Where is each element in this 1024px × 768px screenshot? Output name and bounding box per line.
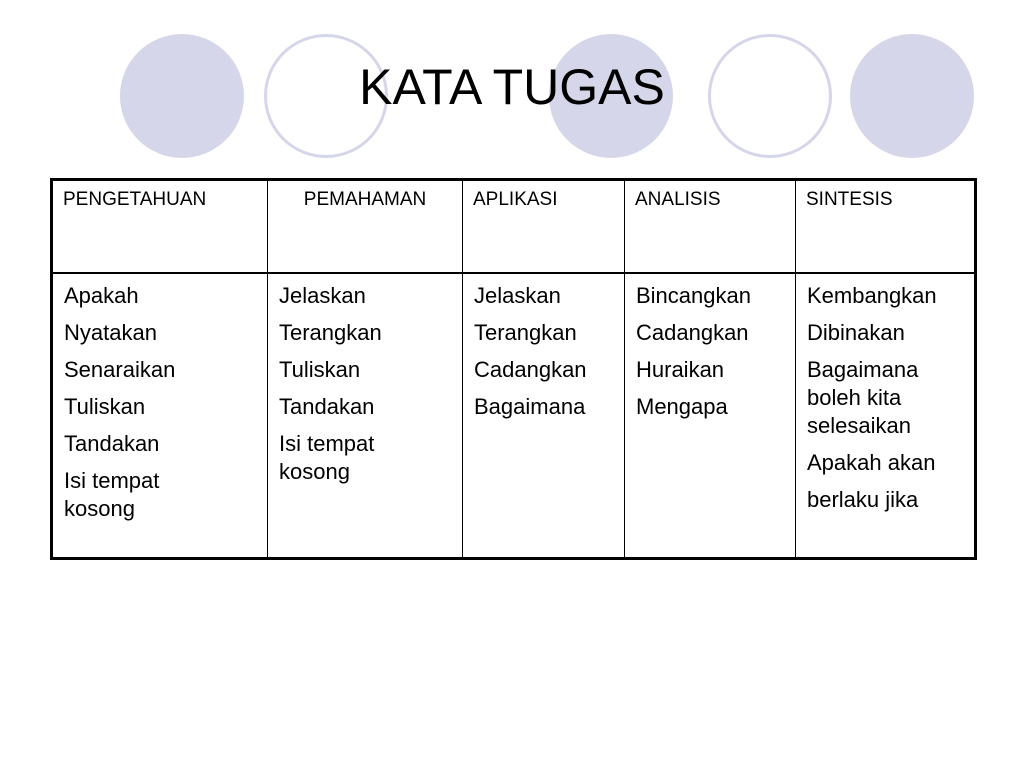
list-item: Mengapa	[636, 393, 728, 419]
list-item: Apakah	[64, 282, 139, 308]
kata-tugas-table	[50, 178, 977, 560]
list-item: Kembangkan	[807, 282, 937, 308]
header-pemahaman: PEMAHAMAN	[268, 180, 463, 273]
table-row	[52, 273, 976, 559]
list-item: Isi tempat kosong	[279, 430, 375, 484]
list-item: Tuliskan	[64, 393, 146, 419]
column-pemahaman	[268, 273, 463, 559]
list-item: Bagaimana	[474, 393, 586, 419]
list-item: Jelaskan	[279, 282, 366, 308]
list-item: Apakah akan	[807, 449, 936, 475]
slide-title: KATA TUGAS	[359, 59, 665, 115]
column-analisis	[625, 273, 796, 559]
header-aplikasi: APLIKASI	[463, 180, 625, 273]
header-analisis: ANALISIS	[625, 180, 796, 273]
list-item: Bagaimana boleh kita selesaikan	[807, 356, 919, 438]
list-item: Senaraikan	[64, 356, 176, 382]
list-item: Tandakan	[279, 393, 375, 419]
list-item: Huraikan	[636, 356, 725, 382]
list-item: Isi tempat kosong	[64, 467, 160, 521]
list-item: Dibinakan	[807, 319, 905, 345]
list-item: Terangkan	[279, 319, 382, 345]
list-item: Jelaskan	[474, 282, 561, 308]
list-item: Bincangkan	[636, 282, 751, 308]
list-item: berlaku jika	[807, 486, 919, 512]
list-item: Cadangkan	[474, 356, 587, 382]
list-item: Cadangkan	[636, 319, 749, 345]
header-sintesis: SINTESIS	[796, 180, 976, 273]
table-header-row	[52, 180, 976, 273]
list-item: Nyatakan	[64, 319, 157, 345]
list-item: Tuliskan	[279, 356, 361, 382]
column-pengetahuan	[52, 273, 268, 559]
list-item: Tandakan	[64, 430, 160, 456]
header-pengetahuan: PENGETAHUAN	[52, 180, 268, 273]
list-item: Terangkan	[474, 319, 577, 345]
column-aplikasi	[463, 273, 625, 559]
column-sintesis	[796, 273, 976, 559]
